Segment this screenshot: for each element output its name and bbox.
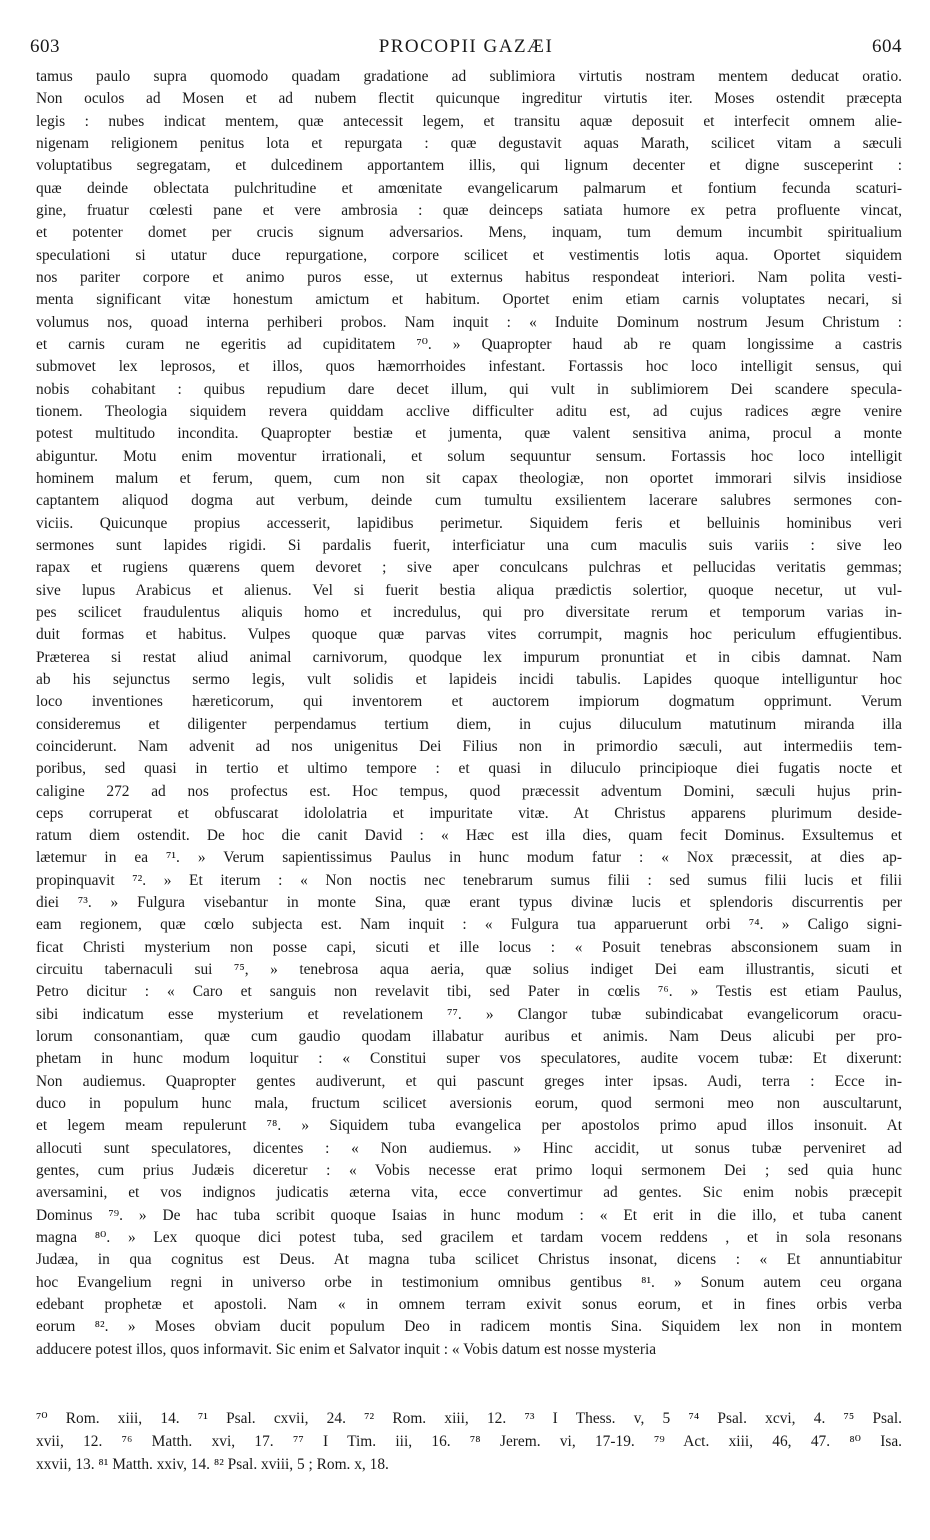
text-line: ficat Christi mysterium non posse capi, sicuti et ille locus : « Posuit tenebras absconsionem suam in [36, 938, 902, 956]
text-line: circuitu tabernaculi sui ⁷⁵, » tenebrosa aqua aeria, quæ solius indiget Dei eam illustrantis, sicuti et [36, 961, 902, 979]
text-line: et legem meam repulerunt ⁷⁸. » Siquidem tuba evangelica per apostolos primo apud illos insonuit. At [36, 1117, 902, 1135]
text-line: loco inventiones hæreticorum, qui inventorem et auctorem impiorum dogmatum opprimunt. Verum [36, 693, 902, 711]
main-text [36, 66, 902, 1404]
text-line: viciis. Quicunque propius accesserit, lapidibus perimetur. Siquidem feris et belluinis hominibus veri [36, 514, 902, 532]
text-line: sive lupus Arabicus et alienus. Vel si fuerit bestia aliqua prædictis solertior, quoque necetur, ut vul- [36, 581, 902, 599]
text-line: nobis cohabitant : quibus repudium dare decet illum, qui vult in sublimiorem Dei scandere specula- [36, 380, 902, 398]
text-line: gine, fruatur cœlesti pane et vere ambrosia : quæ deinceps satiata humore ex petra profluente vincat, [36, 201, 902, 219]
text-line: voluptatibus segregatam, et dulcedinem apportantem illis, qui lignum decenter et digne susceperint : [36, 157, 902, 175]
text-line: gentes, cum prius Judæis diceretur : « Vobis necesse erat primo loqui sermonem Dei ; sed quia hunc [36, 1162, 902, 1180]
text-line: phetam in hunc modum loquitur : « Constitui super vos speculatores, audite vocem tubæ: Et dixerunt: [36, 1050, 902, 1068]
text-line: submovet lex leprosos, et illos, quos hæmorrhoides infestant. Fortassis hoc loco intelligit sensus, qui [36, 358, 902, 376]
text-line: potest multitudo incondita. Quapropter bestiæ et jumenta, quæ valent sensitiva anima, procul a monte [36, 425, 902, 443]
text-line: et carnis curam ne egeritis ad cupiditatem ⁷⁰. » Quapropter haud ab re quam longissime a castris [36, 335, 902, 353]
text-line: lætemur in ea ⁷¹. » Verum sapientissimus Paulus in hunc modum fatur : « Nox præcessit, at dies ap- [36, 849, 902, 867]
text-line: allocuti sunt speculatores, dicentes : « Non audiemus. » Hinc accidit, ut sonus tubæ perveniret ad [36, 1139, 902, 1157]
text-line: captantem aliquod dogma aut verbum, deinde cum tumultu exsilientem lacerare salubres sermones con- [36, 492, 902, 510]
text-line: nigenam religionem penitus lota et repurgata : quæ degustavit aquas Marath, scilicet vitam a sæculi [36, 134, 902, 152]
text-line: consideremus et diligenter perpendamus tertium diem, in cujus diluculum matutinum miranda illa [36, 715, 902, 733]
text-line: diei ⁷³. » Fulgura visebantur in monte Sina, quæ erant typus divinæ lucis et splendoris discurrentis per [36, 894, 902, 912]
text-line: propinquavit ⁷². » Et iterum : « Non noctis nec tenebrarum sumus filii : sed sumus filii lucis et filii [36, 871, 902, 889]
text-line: quæ deinde oblectata pulchritudine et amœnitate evangelicarum palmarum et fontium fecunda scaturi- [36, 179, 902, 197]
text-line: edebant prophetæ et apostoli. Nam « in omnem terram exivit sonus eorum, et in fines orbis verba [36, 1296, 902, 1314]
text-line: menta significant vitæ honestum amictum et habitum. Oportet enim etiam carnis voluptates necari, si [36, 291, 902, 309]
running-header [30, 36, 902, 62]
text-line: duco in populum hunc mala, fructum scilicet aversionis eorum, quod sermoni meo non auscultarunt, [36, 1095, 902, 1113]
text-line: aversamini, et vos indignos judicatis æterna vita, ecce convertimur ad gentes. Sic enim nobis præcepit [36, 1184, 902, 1202]
text-line: magna ⁸⁰. » Lex quoque dici potest tuba, sed gracilem et tardam vocem reddens , et in sola resonans [36, 1229, 902, 1247]
text-line: Non oculos ad Mosen et ad nubem flectit quicunque ingreditur virtutis iter. Moses ostendit præcepta [36, 90, 902, 108]
text-line: abiguntur. Motu enim moventur irrationali, et solum sequuntur sensum. Fortassis hoc loco intelligit [36, 447, 902, 465]
text-line: duit formas et habitus. Vulpes quoque quæ parvas vites corrumpit, magnis hoc periculum effugientibus. [36, 626, 902, 644]
text-line: ceps corruperat et obfuscarat idololatria et impuritate vitæ. At Christus apparens plurimum deside- [36, 804, 902, 822]
running-title: PROCOPII GAZÆI [378, 36, 554, 57]
text-line: eorum ⁸². » Moses obviam ducit populum Deo in radicem montis Sina. Siquidem lex non in montem [36, 1318, 902, 1336]
text-line: lorum consonantiam, quæ cum gaudio quodam illabatur auribus et animis. Nam Deus alicubi per pro- [36, 1028, 902, 1046]
text-line: tamus paulo supra quomodo quadam gradatione ad sublimiora virtutis nostram mentem deducat oratio. [36, 68, 902, 85]
text-line: poribus, sed quasi in tertio et ultimo tempore : et quasi in diluculo principioque diei fugatis nocte et [36, 760, 902, 778]
text-line: coinciderunt. Nam advenit ad nos unigenitus Dei Filius non in primordio sæculi, aut intermediis tem- [36, 737, 902, 755]
text-line: hominem malum et ferum, quem, cum non sit capax theologiæ, non oportet immorari silvis insidiose [36, 469, 902, 487]
text-line: Petro dicitur : « Caro et sanguis non revelavit tibi, sed Pater in cœlis ⁷⁶. » Testis est etiam Paulus, [36, 983, 902, 1001]
text-line: sermones sunt lapides rigidi. Si pardalis fuerit, interficiatur una cum maculis suis variis : sive leo [36, 536, 902, 554]
text-line: legis : nubes indicat mentem, quæ antecessit legem, et transitu aquæ deposuit et interfecit omnem alie- [36, 112, 902, 130]
text-line: Præterea si restat aliud animal carnivorum, quodque lex impurum pronuntiat et in cibis damnat. Nam [36, 648, 902, 666]
text-line: pes scilicet fraudulentus aliquis homo et incredulus, qui pro diversitate rerum et temporum varias in- [36, 603, 902, 621]
text-line: volumus nos, quoad interna perhiberi probos. Nam inquit : « Induite Dominum nostrum Jesum Christum : [36, 313, 902, 331]
footnotes [36, 1407, 902, 1476]
text-line: caligine 272 ad nos profectus est. Hoc tempus, quod præcessit adventum Domini, sæculi hujus prin- [36, 782, 902, 800]
text-line: et potenter domet per crucis signum adversarios. Mens, inquam, tum demum incumbit spiritualium [36, 224, 902, 242]
footnote-line: ⁷⁰ Rom. xiii, 14. ⁷¹ Psal. cxvii, 24. ⁷² Rom. xiii, 12. ⁷³ I Thess. v, 5 ⁷⁴ Psal. xcvi, 4. ⁷⁵ Psal. [36, 1410, 902, 1427]
text-line: adducere potest illos, quos informavit. Sic enim et Salvator inquit : « Vobis datum est nosse mysteria [36, 1340, 657, 1358]
text-line: ratum diem ostendit. De hoc die canit David : « Hæc est illa dies, quam fecit Dominus. Exsultemus et [36, 827, 902, 845]
text-line: hoc Evangelium regni in universo orbe in testimonium omnibus gentibus ⁸¹. » Sonum autem ceu organa [36, 1273, 902, 1291]
right-column-number: 604 [872, 36, 902, 57]
text-line: speculationi si utatur duce repurgatione, corpore scilicet et vestimentis lotis aqua. Oportet siquidem [36, 246, 902, 264]
footnote-line: xxvii, 13. ⁸¹ Matth. xxiv, 14. ⁸² Psal. xviii, 5 ; Rom. x, 18. [36, 1456, 389, 1473]
text-line: rapax et rugiens quærens quem devoret ; sive aper conculcans pulchras et pellucidas veritatis gemmas; [36, 559, 902, 577]
text-line: nos pariter corpore et animo puros esse, ut externus habitus respondeat interiori. Nam polita vesti- [36, 268, 902, 286]
text-line: ab his sejunctus sermo legis, vult solidis et lapideis incidi tabulis. Lapides quoque intelliguntur hoc [36, 670, 902, 688]
text-line: tionem. Theologia siquidem revera quiddam acclive difficulter aditu est, ad cujus radices ægre venire [36, 402, 902, 420]
footnote-line: xvii, 12. ⁷⁶ Matth. xvi, 17. ⁷⁷ I Tim. iii, 16. ⁷⁸ Jerem. vi, 17-19. ⁷⁹ Act. xiii, 46, 47. ⁸⁰ Isa. [36, 1433, 902, 1450]
text-line: Non audiemus. Quapropter gentes audiverunt, et qui pascunt greges inter ipsas. Audi, terra : Ecce in- [36, 1072, 902, 1090]
text-line: sibi indicatum esse mysterium et revelationem ⁷⁷. » Clangor tubæ subindicabat evangelicorum oracu- [36, 1005, 902, 1023]
text-line: Dominus ⁷⁹. » De hac tuba scribit quoque Isaias in hunc modum : « Et erit in die illo, et tuba canent [36, 1206, 902, 1224]
left-column-number: 603 [30, 36, 60, 57]
text-line: eam regionem, quæ cœlo subjecta est. Nam inquit : « Fulgura tua apparuerunt orbi ⁷⁴. » Caligo signi- [36, 916, 902, 934]
text-line: Judæa, in qua cognitus est Deus. At magna tuba scilicet Christus insonat, dicens : « Et annuntiabitur [36, 1251, 902, 1269]
